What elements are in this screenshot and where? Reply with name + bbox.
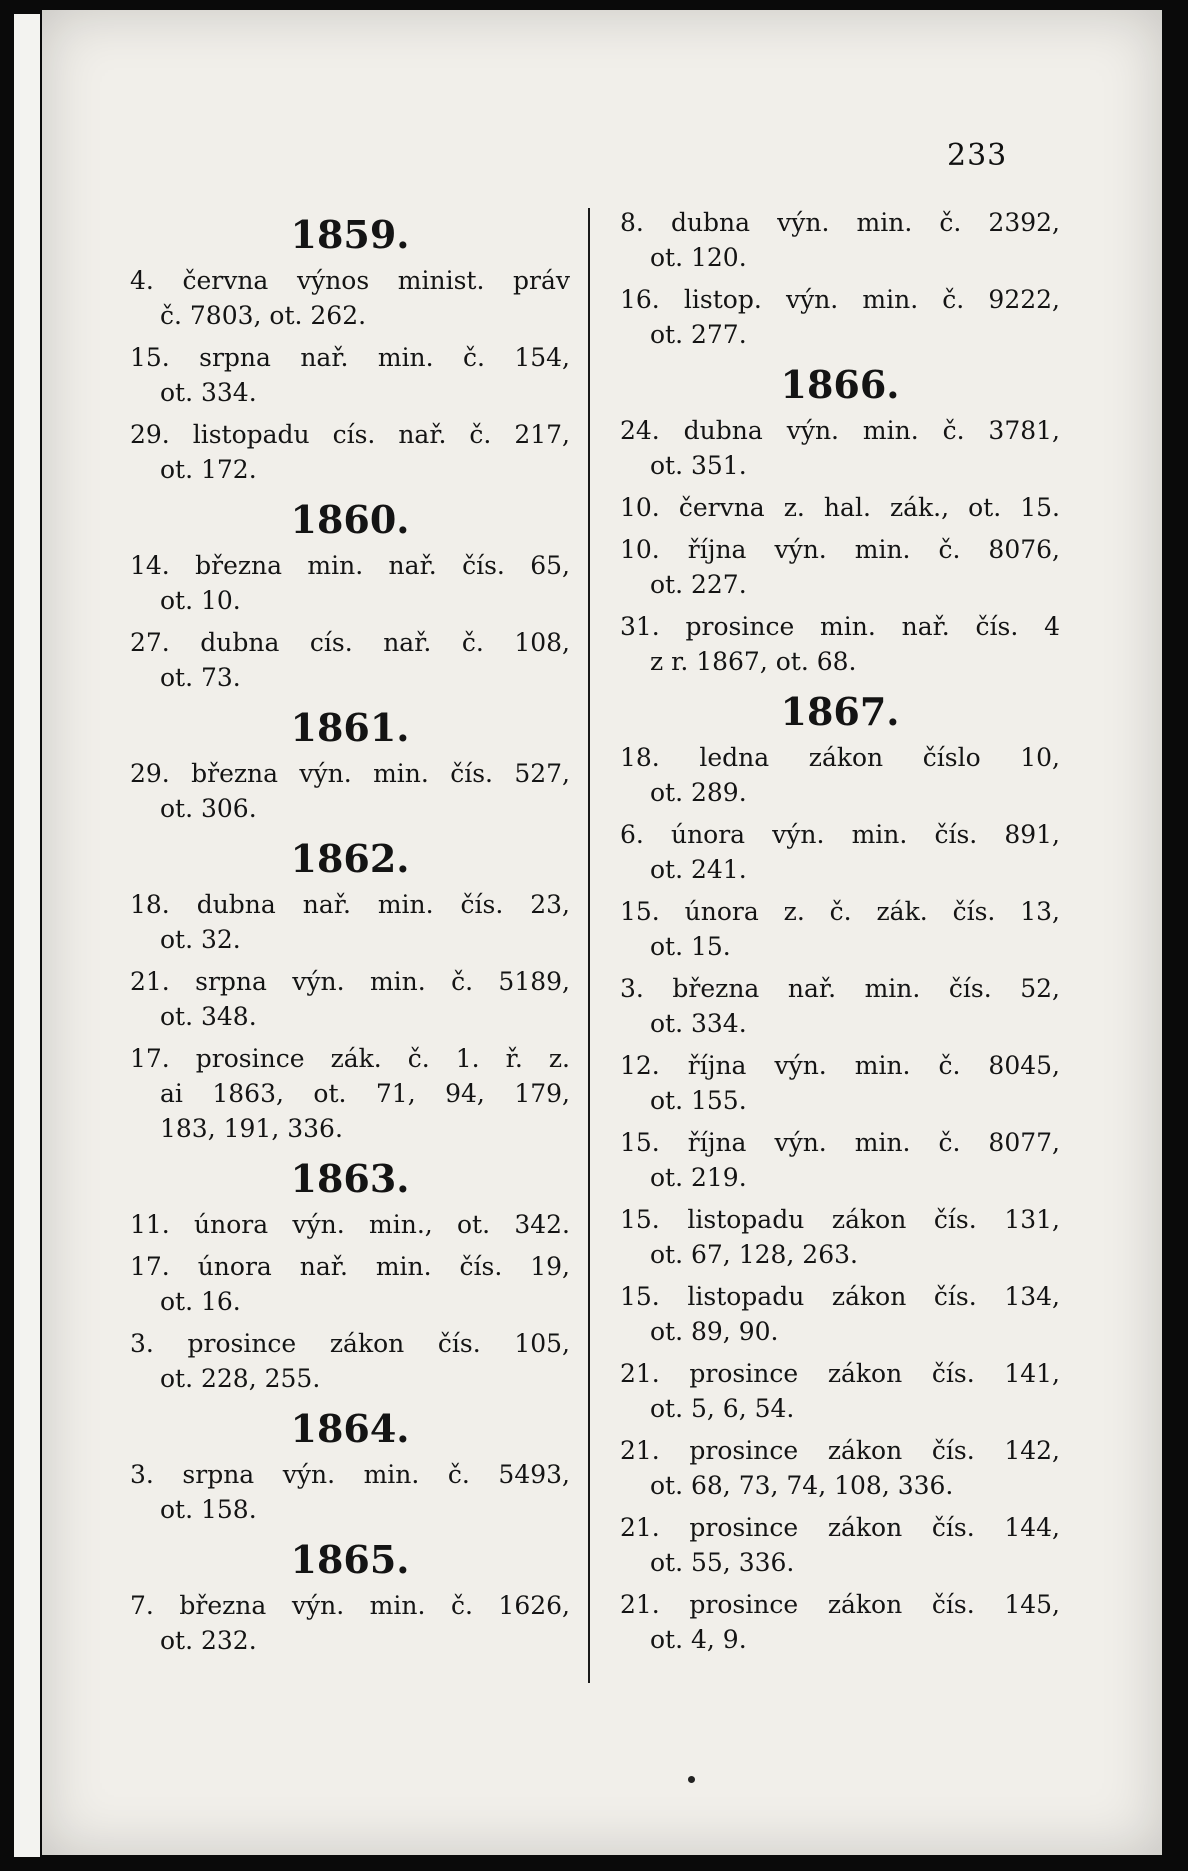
- index-entry: [620, 971, 1060, 1041]
- entry-continuation: 183, 191, 336.: [160, 1114, 343, 1143]
- index-entry: [130, 1041, 570, 1146]
- entry-continuation: ot. 172.: [160, 455, 257, 484]
- entry-line: 16. listop. výn. min. č. 9222,: [620, 285, 1060, 314]
- entry-line: 14. března min. nař. čís. 65,: [130, 551, 570, 580]
- index-entry: [620, 282, 1060, 352]
- year-heading: 1859.: [290, 212, 410, 257]
- index-entry: [130, 340, 570, 410]
- year-heading: 1861.: [290, 705, 410, 750]
- entry-line: 17. února nař. min. čís. 19,: [130, 1252, 570, 1281]
- entry-line: 15. listopadu zákon čís. 134,: [620, 1282, 1060, 1311]
- index-entry: [620, 1510, 1060, 1580]
- entry-line: 15. listopadu zákon čís. 131,: [620, 1205, 1060, 1234]
- entry-continuation: ot. 158.: [160, 1495, 257, 1524]
- entry-continuation: ot. 219.: [650, 1163, 747, 1192]
- entry-continuation: ot. 351.: [650, 451, 747, 480]
- index-entry: [620, 894, 1060, 964]
- entry-line: 15. února z. č. zák. čís. 13,: [620, 897, 1060, 926]
- entry-continuation: ot. 334.: [650, 1009, 747, 1038]
- index-entry: [620, 1587, 1060, 1657]
- entry-continuation: ot. 68, 73, 74, 108, 336.: [650, 1471, 954, 1500]
- index-entry: [130, 1207, 570, 1242]
- left-column: [130, 205, 570, 1665]
- year-section: [130, 1534, 570, 1658]
- index-entry: [130, 263, 570, 333]
- entry-continuation: ot. 334.: [160, 378, 257, 407]
- entry-continuation: ot. 73.: [160, 663, 241, 692]
- entry-continuation: č. 7803, ot. 262.: [160, 301, 367, 330]
- index-entry: [620, 532, 1060, 602]
- entry-line: 29. března výn. min. čís. 527,: [130, 759, 570, 788]
- entry-continuation: z r. 1867, ot. 68.: [650, 647, 857, 676]
- index-entry: [620, 1356, 1060, 1426]
- entry-line: 18. dubna nař. min. čís. 23,: [130, 890, 570, 919]
- entry-line: 10. června z. hal. zák., ot. 15.: [620, 493, 1060, 522]
- year-heading: 1864.: [290, 1406, 410, 1451]
- entry-continuation: ot. 5, 6, 54.: [650, 1394, 795, 1423]
- entry-continuation: ot. 32.: [160, 925, 241, 954]
- index-entry: [620, 1433, 1060, 1503]
- year-heading: 1863.: [290, 1156, 410, 1201]
- entry-continuation: ot. 155.: [650, 1086, 747, 1115]
- year-section: [620, 359, 1060, 679]
- page-number: 233: [947, 138, 1008, 173]
- entry-continuation: ot. 228, 255.: [160, 1364, 321, 1393]
- entry-line: 15. října výn. min. č. 8077,: [620, 1128, 1060, 1157]
- entry-line: 7. března výn. min. č. 1626,: [130, 1591, 570, 1620]
- entry-line: 24. dubna výn. min. č. 3781,: [620, 416, 1060, 445]
- page-edge: [14, 14, 40, 1857]
- entry-continuation: ot. 277.: [650, 320, 747, 349]
- entry-continuation: ot. 232.: [160, 1626, 257, 1655]
- year-heading: 1867.: [780, 689, 900, 734]
- entry-line: 4. června výnos minist. práv: [130, 266, 570, 295]
- index-entry: [620, 413, 1060, 483]
- index-entry: [130, 417, 570, 487]
- entry-continuation: ot. 10.: [160, 586, 241, 615]
- entry-continuation: ot. 289.: [650, 778, 747, 807]
- entry-continuation: ot. 67, 128, 263.: [650, 1240, 858, 1269]
- index-entry: [620, 205, 1060, 275]
- ink-dot: [688, 1776, 695, 1783]
- entry-line: 8. dubna výn. min. č. 2392,: [620, 208, 1060, 237]
- year-section: [130, 1153, 570, 1396]
- entry-continuation: ot. 306.: [160, 794, 257, 823]
- index-entry: [130, 548, 570, 618]
- index-entry: [130, 756, 570, 826]
- year-section: [620, 205, 1060, 352]
- entry-continuation: ot. 4, 9.: [650, 1625, 747, 1654]
- index-entry: [130, 1249, 570, 1319]
- entry-line: 12. října výn. min. č. 8045,: [620, 1051, 1060, 1080]
- entry-continuation: ot. 348.: [160, 1002, 257, 1031]
- index-entry: [130, 964, 570, 1034]
- index-entry: [620, 1279, 1060, 1349]
- index-entry: [130, 1457, 570, 1527]
- entry-continuation: ot. 227.: [650, 570, 747, 599]
- entry-line: 21. prosince zákon čís. 145,: [620, 1590, 1060, 1619]
- index-entry: [620, 1202, 1060, 1272]
- index-entry: [130, 887, 570, 957]
- index-entry: [620, 817, 1060, 887]
- column-divider: [588, 208, 590, 1683]
- year-section: [130, 833, 570, 1146]
- entry-line: 21. prosince zákon čís. 141,: [620, 1359, 1060, 1388]
- year-heading: 1862.: [290, 836, 410, 881]
- year-section: [130, 702, 570, 826]
- entry-line: 21. prosince zákon čís. 142,: [620, 1436, 1060, 1465]
- entry-line: 31. prosince min. nař. čís. 4: [620, 612, 1060, 641]
- index-entry: [620, 1125, 1060, 1195]
- index-entry: [620, 740, 1060, 810]
- right-column: [620, 205, 1060, 1664]
- entry-line: 15. srpna nař. min. č. 154,: [130, 343, 570, 372]
- index-entry: [620, 490, 1060, 525]
- entry-continuation: ai 1863, ot. 71, 94, 179,: [160, 1079, 570, 1108]
- index-entry: [130, 625, 570, 695]
- entry-line: 17. prosince zák. č. 1. ř. z.: [130, 1044, 570, 1073]
- entry-line: 3. srpna výn. min. č. 5493,: [130, 1460, 570, 1489]
- entry-continuation: ot. 55, 336.: [650, 1548, 795, 1577]
- entry-line: 21. srpna výn. min. č. 5189,: [130, 967, 570, 996]
- entry-line: 21. prosince zákon čís. 144,: [620, 1513, 1060, 1542]
- year-heading: 1865.: [290, 1537, 410, 1582]
- entry-continuation: ot. 120.: [650, 243, 747, 272]
- entry-continuation: ot. 89, 90.: [650, 1317, 779, 1346]
- entry-line: 3. prosince zákon čís. 105,: [130, 1329, 570, 1358]
- entry-continuation: ot. 15.: [650, 932, 731, 961]
- entry-continuation: ot. 16.: [160, 1287, 241, 1316]
- year-section: [620, 686, 1060, 1657]
- entry-line: 18. ledna zákon číslo 10,: [620, 743, 1060, 772]
- year-heading: 1866.: [780, 362, 900, 407]
- entry-line: 27. dubna cís. nař. č. 108,: [130, 628, 570, 657]
- entry-line: 11. února výn. min., ot. 342.: [130, 1210, 570, 1239]
- year-section: [130, 209, 570, 487]
- year-section: [130, 494, 570, 695]
- index-entry: [130, 1326, 570, 1396]
- year-section: [130, 1403, 570, 1527]
- entry-line: 3. března nař. min. čís. 52,: [620, 974, 1060, 1003]
- entry-line: 6. února výn. min. čís. 891,: [620, 820, 1060, 849]
- entry-line: 29. listopadu cís. nař. č. 217,: [130, 420, 570, 449]
- year-heading: 1860.: [290, 497, 410, 542]
- index-entry: [130, 1588, 570, 1658]
- entry-continuation: ot. 241.: [650, 855, 747, 884]
- index-entry: [620, 609, 1060, 679]
- index-entry: [620, 1048, 1060, 1118]
- entry-line: 10. října výn. min. č. 8076,: [620, 535, 1060, 564]
